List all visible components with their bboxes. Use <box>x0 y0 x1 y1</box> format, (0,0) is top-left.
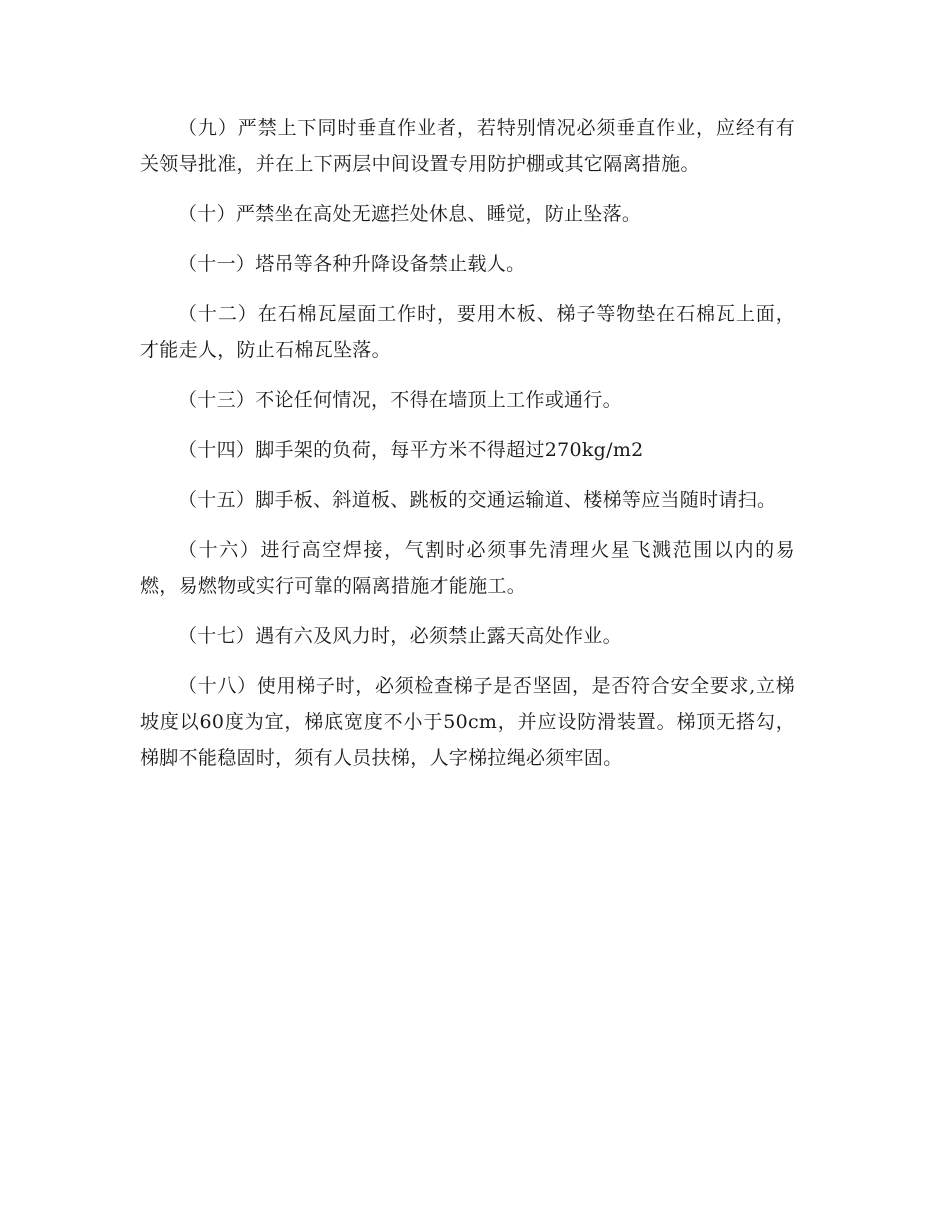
paragraph-item-13: （十三）不论任何情况，不得在墙顶上工作或通行。 <box>178 389 622 411</box>
paragraph-item-14: （十四）脚手架的负荷，每平方米不得超过270kg/m2 <box>178 439 644 461</box>
paragraph-item-11: （十一）塔吊等各种升降设备禁止载人。 <box>178 253 526 275</box>
paragraph-item-9: （九）严禁上下同时垂直作业者，若特别情况必须垂直作业，应经有有关领导批准，并在上下两层中间设置专用防护棚或其它隔离措施。 <box>140 117 795 175</box>
paragraph-item-10: （十）严禁坐在高处无遮拦处休息、睡觉，防止坠落。 <box>178 203 642 225</box>
paragraph-item-18: （十八）使用梯子时，必须检查梯子是否坚固，是否符合安全要求,立梯坡度以60度为宜，梯底宽度不小于50cm，并应设防滑装置。梯顶无搭勾，梯脚不能稳固时，须有人员扶梯，人字梯拉绳必须牢固。 <box>140 675 795 769</box>
paragraph-item-15: （十五）脚手板、斜道板、跳板的交通运输道、楼梯等应当随时请扫。 <box>178 489 777 511</box>
paragraph-item-17: （十七）遇有六及风力时，必须禁止露天高处作业。 <box>178 625 622 647</box>
paragraph-item-12: （十二）在石棉瓦屋面工作时，要用木板、梯子等物垫在石棉瓦上面，才能走人，防止石棉瓦坠落。 <box>140 303 795 361</box>
paragraph-item-16: （十六）进行高空焊接，气割时必须事先清理火星飞溅范围以内的易燃，易燃物或实行可靠的隔离措施才能施工。 <box>140 539 795 597</box>
document-body <box>140 110 795 776</box>
